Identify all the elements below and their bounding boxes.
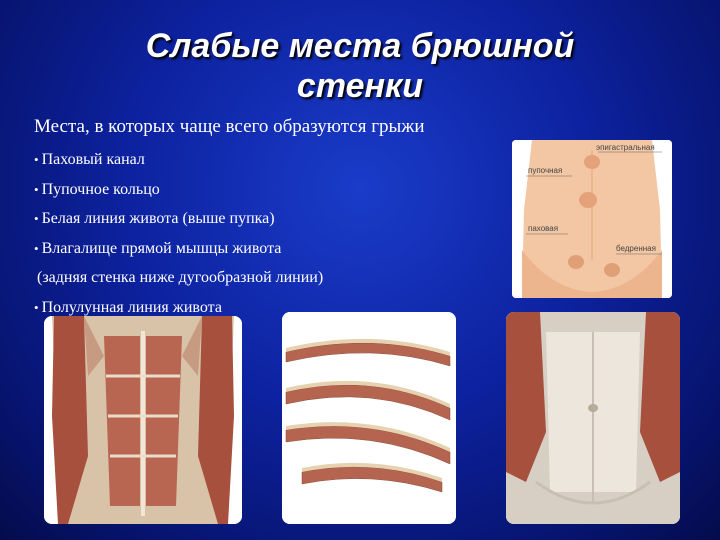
bullet-marker: •: [34, 299, 39, 315]
bullet-item: [34, 268, 323, 298]
bullet-marker: •: [34, 181, 39, 197]
label-inguinal: паховая: [528, 224, 559, 233]
bullet-item: [34, 209, 323, 239]
abdominal-muscles-image: [44, 316, 242, 524]
bullet-item: [34, 239, 323, 269]
bullet-text: Пупочное кольцо: [41, 180, 160, 198]
femoral-hernia-bulge: [604, 263, 620, 277]
label-epigastric: эпигастральная: [596, 143, 655, 152]
bullet-list: [34, 150, 323, 327]
umbilical-hernia-bulge: [579, 192, 597, 208]
bullet-marker: •: [34, 211, 39, 226]
bullet-text: Влагалище прямой мышцы живота: [41, 239, 282, 257]
label-femoral: бедренная: [616, 244, 656, 253]
epigastric-hernia-bulge: [584, 155, 600, 169]
bullet-text: Белая линия живота (выше пупка): [41, 210, 275, 227]
abdominal-aponeurosis-image: [506, 312, 680, 524]
subtitle: Места, в которых чаще всего образуются грыжи: [34, 116, 425, 137]
inguinal-hernia-bulge: [568, 255, 584, 269]
label-umbilical: пупочная: [528, 166, 563, 175]
bullet-item: [34, 150, 323, 180]
torso-illustration: [512, 140, 672, 298]
slide-title: [60, 26, 660, 106]
title-line-1: Слабые места брюшной: [145, 27, 575, 65]
bullet-text: Паховый канал: [41, 151, 145, 168]
bullet-item: [34, 180, 323, 210]
abdominal-wall-sections-image: [282, 312, 456, 524]
bullet-marker: •: [34, 240, 39, 256]
bullet-text: (задняя стенка ниже дугообразной линии): [37, 269, 324, 286]
hernia-sites-figure: [512, 140, 672, 298]
title-line-2: стенки: [296, 67, 424, 105]
bullet-marker: •: [34, 152, 39, 167]
bullet-text: Полулунная линия живота: [41, 298, 222, 316]
